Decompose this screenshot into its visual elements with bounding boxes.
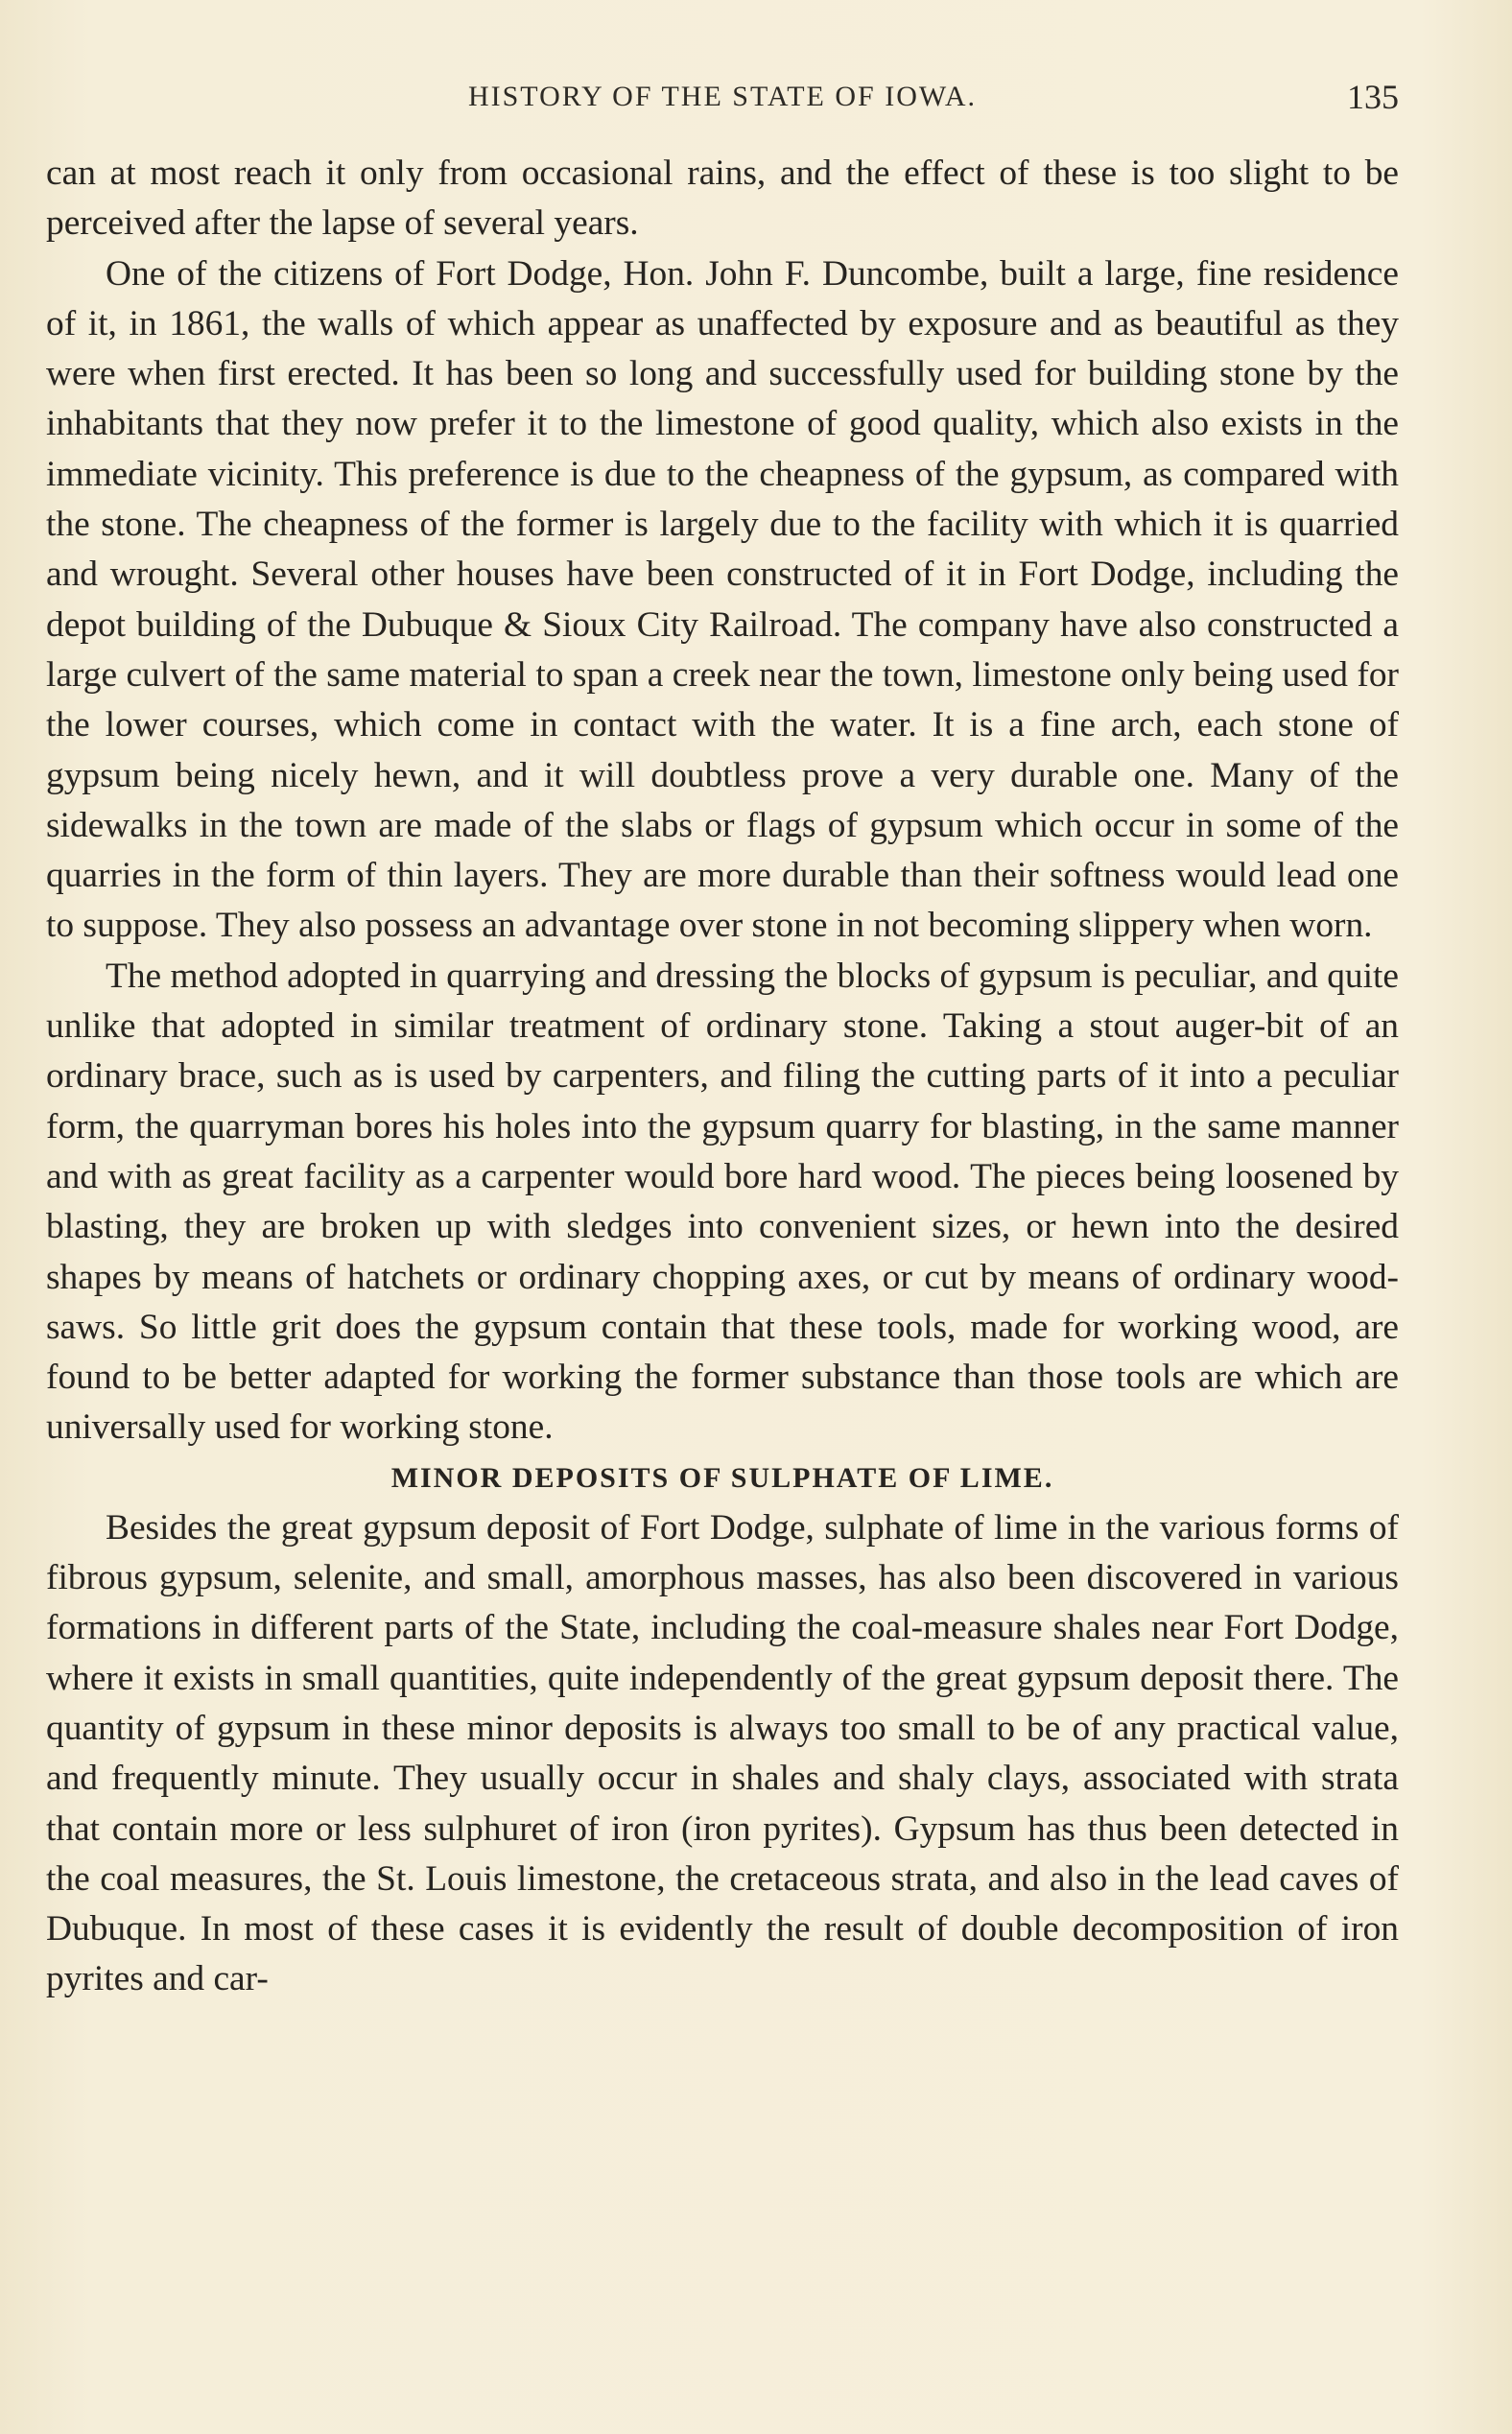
paragraph-minor-deposits: Besides the great gypsum deposit of Fort Dodge, sulphate of lime in the various forms of fibrous gypsum, selenite, and small, amorphous masses, has also been discovered in various formations in different parts of the State, including the coal-measure shales near Fort Dodge, where it exists in small quantities, quite independently of the great gypsum deposit there. The quantity of gypsum in these minor deposits is always too small to be of any practical value, and frequently minute. They usually occur in shales and shaly clays, associated with strata that contain more or less sulphuret of iron (iron pyrites). Gypsum has thus been detected in the coal measures, the St. Louis limestone, the cretaceous strata, and also in the lead caves of Dubuque. In most of these cases it is evidently the result of double decomposition of iron pyrites and car-: [46, 1507, 1399, 1999]
body-text: [46, 149, 1399, 2005]
paragraph-continued: can at most reach it only from occasional rains, and the effect of these is too slight to be perceived after the lapse of several years.: [46, 154, 1399, 244]
page-header: [46, 71, 1399, 129]
section-heading: MINOR DEPOSITS OF SULPHATE OF LIME.: [390, 1461, 1054, 1494]
paragraph-duncombe-residence: One of the citizens of Fort Dodge, Hon. John F. Duncombe, built a large, fine residence of it, in 1861, the walls of which appear as unaffected by exposure and as beautiful as they were when first erected. It has been so long and successfully used for building stone by the inhabitants that they now prefer it to the limestone of good quality, which also exists in the immediate vicinity. This preference is due to the cheapness of the gypsum, as compared with the stone. The cheapness of the former is largely due to the facility with which it is quarried and wrought. Several other houses have been constructed of it in Fort Dodge, including the depot building of the Dubuque & Sioux City Railroad. The company have also constructed a large culvert of the same material to span a creek near the town, limestone only being used for the lower courses, which come in contact with the water. It is a fine arch, each stone of gypsum being nicely hewn, and it will doubtless prove a very durable one. Many of the sidewalks in the town are made of the slabs or flags of gypsum which occur in some of the quarries in the form of thin layers. They are more durable than their softness would lead one to suppose. They also possess an advantage over stone in not becoming slippery when worn.: [46, 253, 1399, 946]
running-head: HISTORY OF THE STATE OF IOWA.: [467, 81, 978, 112]
paragraph-quarrying-method: The method adopted in quarrying and dressing the blocks of gypsum is peculiar, and quite unlike that adopted in similar treatment of ordinary stone. Taking a stout auger-bit of an ordinary brace, such as is used by carpenters, and filing the cutting parts of it into a peculiar form, the quarryman bores his holes into the gypsum quarry for blasting, in the same manner and with as great facility as a carpenter would bore hard wood. The pieces being loosened by blasting, they are broken up with sledges into convenient sizes, or hewn into the desired shapes by means of hatchets or ordinary chopping axes, or cut by means of ordinary wood-saws. So little grit does the gypsum contain that these tools, made for working wood, are found to be better adapted for working the former substance than those tools are which are universally used for working stone.: [46, 956, 1399, 1448]
page-number: 135: [1347, 78, 1399, 116]
